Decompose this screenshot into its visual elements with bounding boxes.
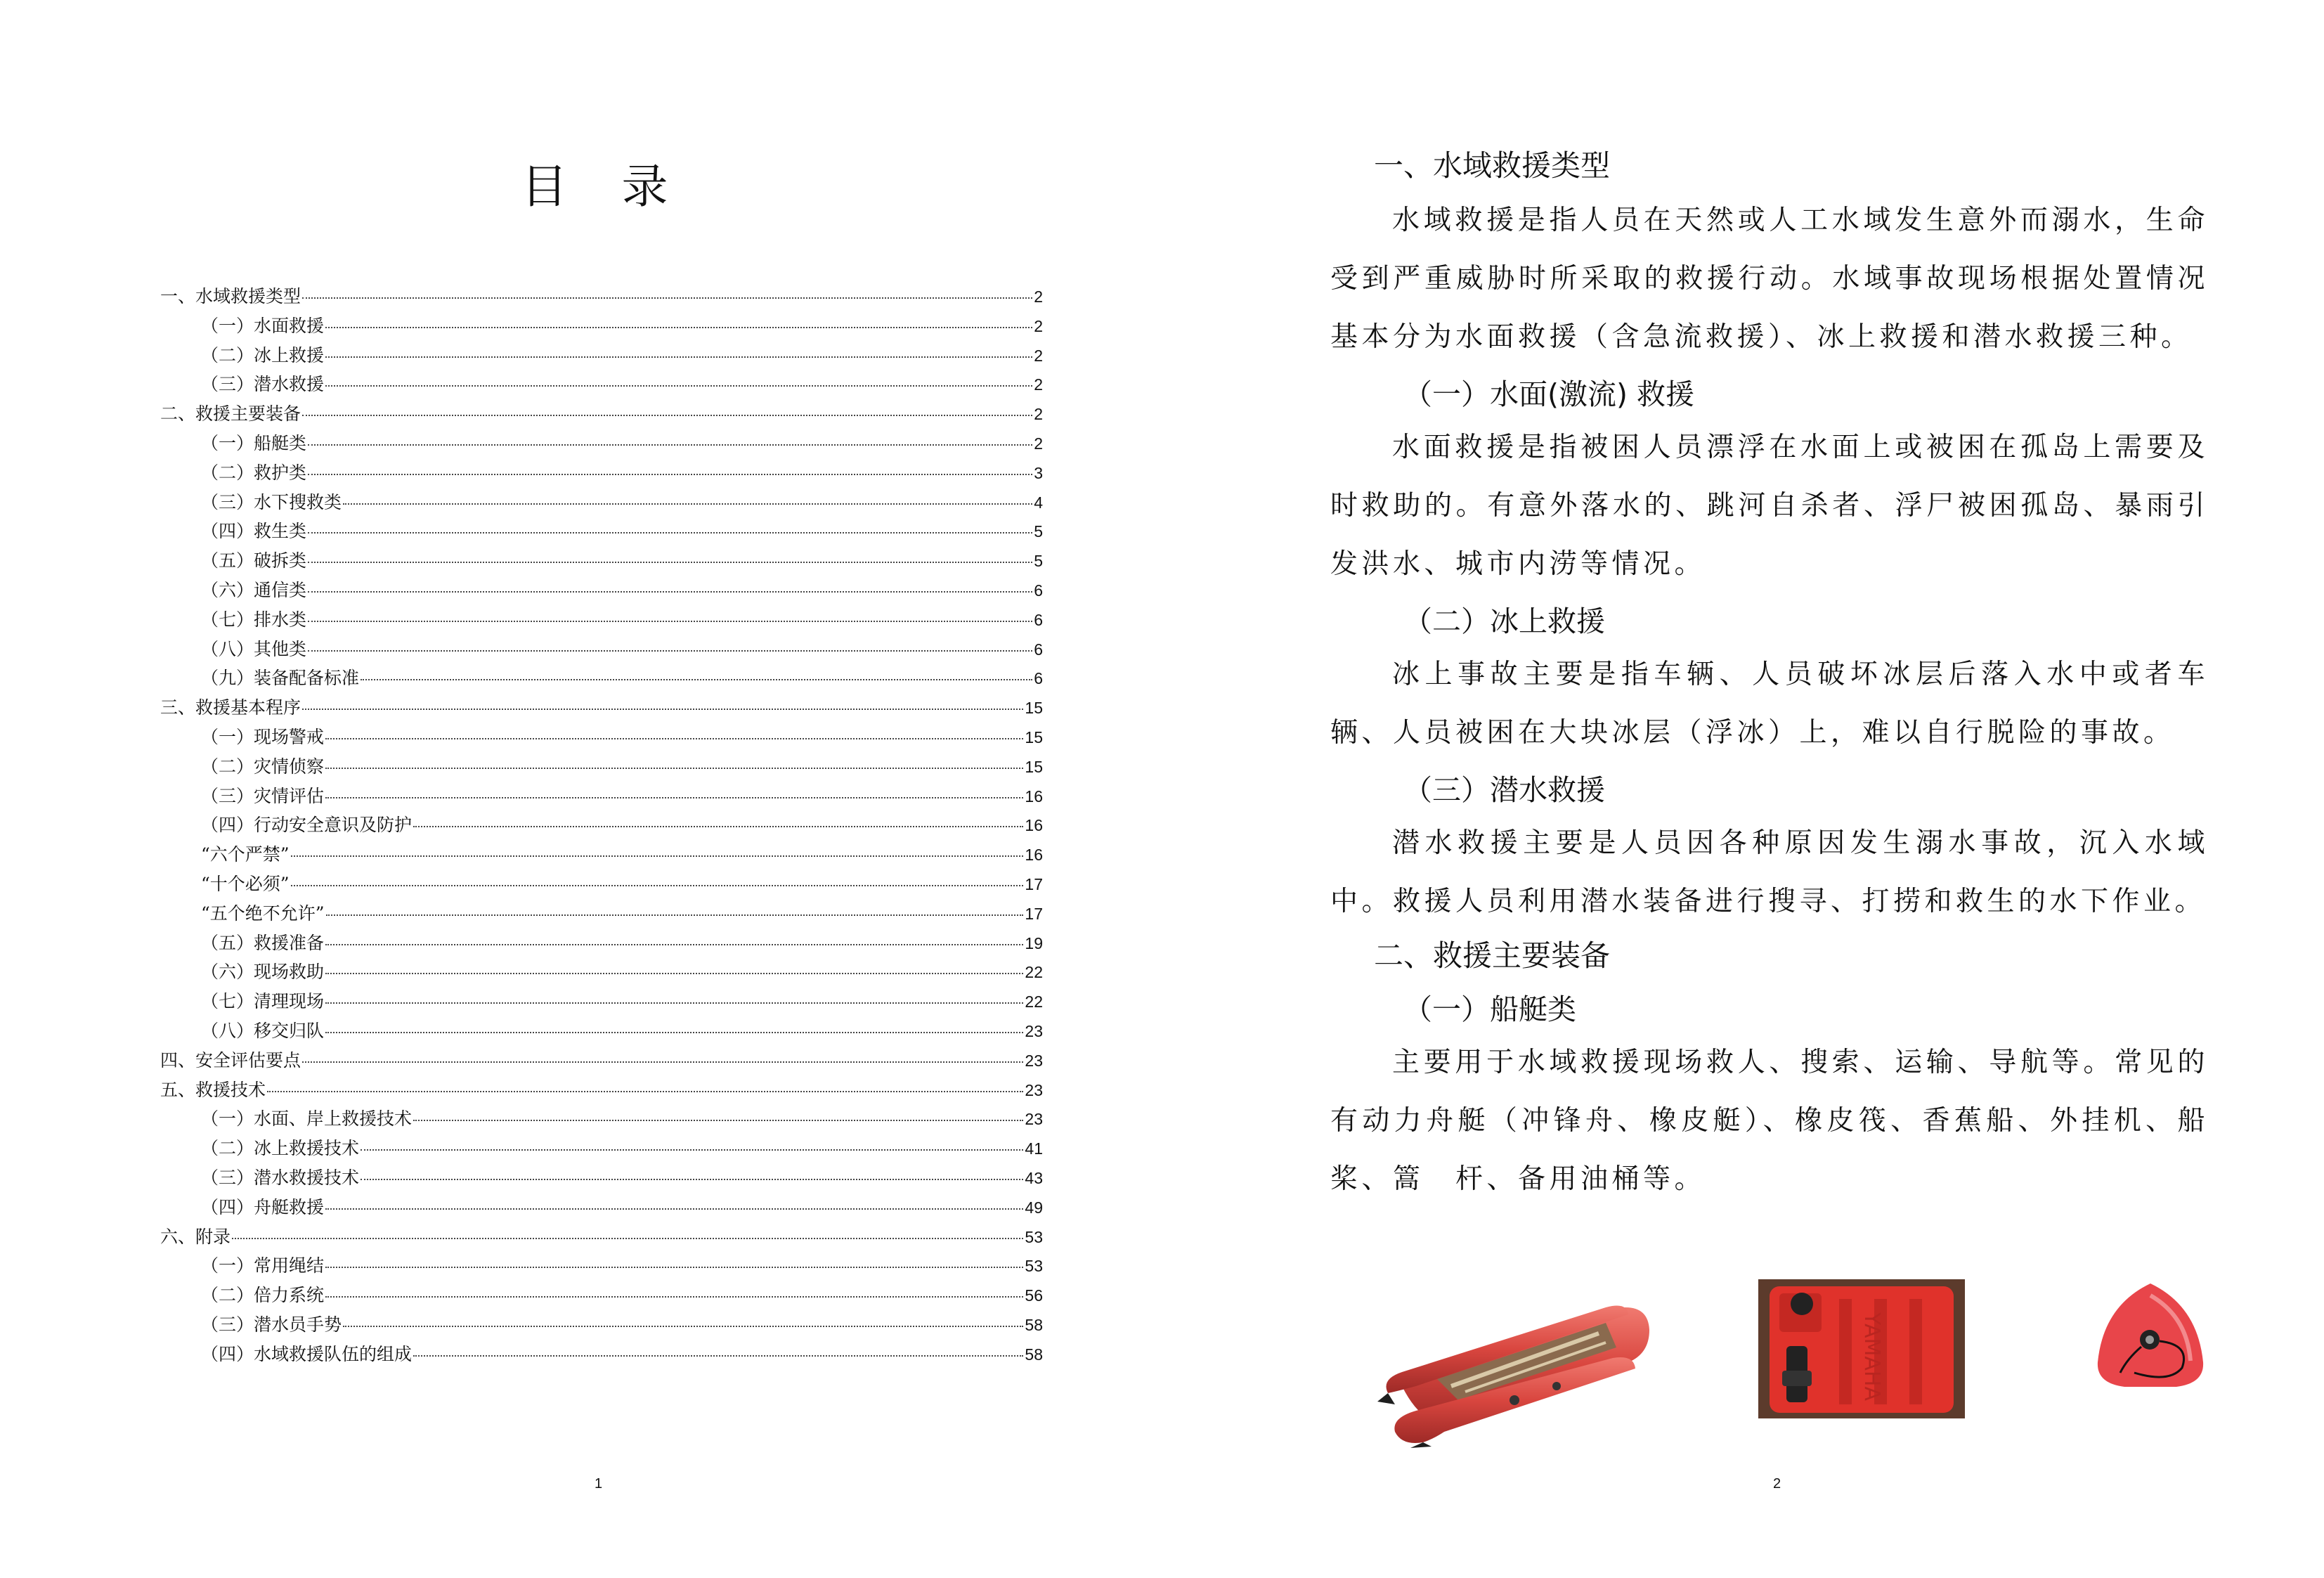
toc-leader-dots — [308, 621, 1032, 622]
toc-entry-page: 41 — [1025, 1139, 1043, 1158]
toc-entry-page: 53 — [1025, 1227, 1043, 1246]
page-number: 1 — [595, 1476, 603, 1492]
body-paragraph: 主要用于水域救援现场救人、搜索、运输、导航等。常见的有动力舟艇（冲锋舟、橡皮艇）、橡皮筏、香蕉船、外挂机、船桨、篙 杆、备用油桶等。 — [1330, 1047, 2209, 1195]
toc-entry[interactable] — [160, 1193, 1043, 1222]
toc-entry-label: （二）灾情侦察 — [201, 756, 325, 777]
toc-entry-label: （八）其他类 — [201, 638, 307, 659]
toc-leader-dots — [325, 973, 1023, 974]
toc-entry-label: （一）水面救援 — [201, 315, 325, 336]
subsection-heading: （一）船艇类 — [1403, 992, 1576, 1026]
toc-entry-label: （一）水面、岸上救援技术 — [201, 1108, 413, 1130]
toc-entry-page: 16 — [1025, 787, 1043, 806]
toc-entry[interactable] — [160, 1251, 1043, 1281]
toc-leader-dots — [361, 1149, 1023, 1151]
toc-leader-dots — [302, 415, 1032, 416]
toc-entry-label: （一）常用绳结 — [201, 1255, 325, 1276]
toc-entry-page: 5 — [1034, 552, 1043, 571]
toc-entry-page: 16 — [1025, 816, 1043, 835]
toc-entry-label: 三、救援基本程序 — [160, 697, 301, 718]
toc-entry-page: 15 — [1025, 727, 1043, 746]
content-page — [1162, 0, 2324, 1578]
toc-leader-dots — [325, 1208, 1023, 1210]
toc-entry[interactable] — [160, 1222, 1043, 1252]
toc-entry-page: 6 — [1034, 581, 1043, 600]
toc-leader-dots — [232, 1238, 1023, 1239]
toc-entry-page: 6 — [1034, 669, 1043, 688]
toc-entry-page: 58 — [1025, 1345, 1043, 1364]
rescue-float-photo — [2092, 1278, 2209, 1395]
toc-leader-dots — [325, 738, 1023, 739]
toc-entry-page: 2 — [1034, 346, 1043, 365]
toc-entry[interactable] — [160, 1016, 1043, 1046]
toc-entry-label: “五个绝不允许” — [201, 903, 325, 924]
toc-entry[interactable] — [160, 1310, 1043, 1340]
toc-entry-label: （四）救生类 — [201, 521, 307, 542]
toc-entry[interactable] — [160, 635, 1043, 664]
toc-entry-page: 2 — [1034, 434, 1043, 453]
toc-entry[interactable] — [160, 782, 1043, 811]
toc-leader-dots — [326, 914, 1024, 916]
toc-entry[interactable] — [160, 899, 1043, 929]
toc-entry-label: （九）装备配备标准 — [201, 668, 360, 689]
toc-entry-page: 2 — [1034, 316, 1043, 335]
toc-leader-dots — [325, 1296, 1023, 1298]
toc-leader-dots — [325, 944, 1023, 945]
body-paragraph: 水域救援是指人员在天然或人工水域发生意外而溺水，生命受到严重威胁时所采取的救援行动。水域事故现场根据处置情况基本分为水面救援（含急流救援）、冰上救援和潜水救援三种。 — [1330, 205, 2209, 353]
toc-leader-dots — [308, 562, 1032, 563]
toc-entry[interactable] — [160, 488, 1043, 517]
toc-leader-dots — [308, 444, 1032, 446]
toc-entry[interactable] — [160, 1134, 1043, 1163]
toc-leader-dots — [325, 1002, 1023, 1004]
toc-entry[interactable] — [160, 1340, 1043, 1369]
content-body — [1330, 141, 2209, 1208]
body-paragraph: 冰上事故主要是指车辆、人员破坏冰层后落入水中或者车辆、人员被困在大块冰层（浮冰）上，难以自行脱险的事故。 — [1330, 659, 2209, 749]
toc-entry-label: “六个严禁” — [201, 844, 290, 865]
toc-entry[interactable] — [160, 723, 1043, 752]
toc-leader-dots — [413, 1355, 1023, 1357]
toc-entry[interactable] — [160, 1281, 1043, 1310]
toc-leader-dots — [413, 826, 1023, 827]
toc-entry-page: 53 — [1025, 1257, 1043, 1276]
toc-entry-label: （七）排水类 — [201, 609, 307, 630]
toc-entry-label: （二）冰上救援技术 — [201, 1138, 360, 1159]
toc-entry[interactable] — [160, 370, 1043, 399]
toc-entry-label: （三）潜水员手势 — [201, 1314, 342, 1335]
toc-entry[interactable] — [160, 546, 1043, 576]
toc-leader-dots — [325, 1032, 1023, 1033]
toc-leader-dots — [343, 1326, 1023, 1327]
toc-entry-label: （一）现场警戒 — [201, 726, 325, 747]
toc-title: 目 录 — [521, 160, 688, 214]
toc-entry[interactable] — [160, 429, 1043, 458]
toc-entry-label: 四、安全评估要点 — [160, 1049, 301, 1071]
toc-entry[interactable] — [160, 1075, 1043, 1105]
toc-entry-page: 4 — [1034, 493, 1043, 512]
page-number: 2 — [1773, 1476, 1781, 1492]
toc-entry-label: （三）潜水救援 — [201, 374, 325, 395]
toc-entry-page: 3 — [1034, 463, 1043, 482]
toc-entry[interactable] — [160, 957, 1043, 987]
subsection-heading: （二）冰上救援 — [1403, 604, 1605, 638]
toc-entry[interactable] — [160, 752, 1043, 782]
toc-entry[interactable] — [160, 987, 1043, 1016]
toc-entry-page: 6 — [1034, 610, 1043, 629]
toc-leader-dots — [325, 768, 1023, 769]
fuel-tank-photo — [1758, 1279, 1965, 1418]
toc-leader-dots — [325, 327, 1032, 328]
toc-leader-dots — [325, 356, 1032, 358]
section-heading: 一、水域救援类型 — [1374, 148, 1611, 183]
toc-entry-label: （三）潜水救援技术 — [201, 1167, 360, 1188]
toc-entry-page: 15 — [1025, 699, 1043, 718]
toc-entry-label: （五）破拆类 — [201, 550, 307, 571]
toc-entry[interactable] — [160, 399, 1043, 429]
toc-entry[interactable] — [160, 311, 1043, 341]
subsection-heading: （三）潜水救援 — [1403, 773, 1605, 807]
toc-leader-dots — [308, 650, 1032, 652]
toc-leader-dots — [302, 1061, 1023, 1063]
toc-entry[interactable] — [160, 605, 1043, 635]
toc-entry-label: （四）行动安全意识及防护 — [201, 815, 413, 836]
toc-entry-page: 17 — [1025, 874, 1043, 893]
toc-entry-page: 22 — [1025, 963, 1043, 982]
toc-entry-page: 2 — [1034, 287, 1043, 306]
toc-entry-label: （二）倍力系统 — [201, 1285, 325, 1306]
toc-leader-dots — [291, 855, 1024, 857]
toc-entry-page: 23 — [1025, 1021, 1043, 1040]
toc-entry-page: 23 — [1025, 1051, 1043, 1070]
toc-entry[interactable] — [160, 282, 1043, 311]
toc-entry-page: 5 — [1034, 522, 1043, 541]
toc-leader-dots — [302, 709, 1023, 710]
inflatable-boat-photo — [1374, 1281, 1655, 1449]
toc-entry-page: 23 — [1025, 1110, 1043, 1129]
toc-leader-dots — [308, 532, 1032, 533]
toc-entry-page: 58 — [1025, 1315, 1043, 1334]
section-heading: 二、救援主要装备 — [1374, 938, 1611, 973]
equipment-photos — [1162, 1265, 2324, 1448]
toc-entry-page: 2 — [1034, 405, 1043, 424]
toc-entry[interactable] — [160, 458, 1043, 488]
toc-entry-page: 23 — [1025, 1080, 1043, 1099]
toc-leader-dots — [291, 885, 1024, 886]
toc-entry[interactable] — [160, 1046, 1043, 1075]
toc-leader-dots — [308, 591, 1032, 593]
toc-entry-label: （八）移交归队 — [201, 1020, 325, 1041]
toc-entry-label: 六、附录 — [160, 1226, 231, 1247]
toc-entry[interactable] — [160, 1163, 1043, 1193]
toc-entry-page: 49 — [1025, 1198, 1043, 1217]
toc-entry[interactable] — [160, 929, 1043, 958]
toc-entry-label: 五、救援技术 — [160, 1079, 266, 1100]
toc-leader-dots — [267, 1091, 1023, 1092]
toc-entry-label: （二）救护类 — [201, 462, 307, 483]
toc-entry-page: 43 — [1025, 1168, 1043, 1187]
toc-entry-label: （一）船艇类 — [201, 432, 307, 453]
toc-entry[interactable] — [160, 1104, 1043, 1134]
toc-entry-label: “十个必须” — [201, 873, 290, 894]
toc-entry-page: 17 — [1025, 904, 1043, 923]
toc-entry-label: （三）水下搜救类 — [201, 491, 342, 512]
toc-entry[interactable] — [160, 341, 1043, 370]
toc-leader-dots — [361, 679, 1032, 680]
toc-entry[interactable] — [160, 693, 1043, 723]
subsection-heading: （一）水面(激流) 救援 — [1403, 377, 1695, 411]
toc-entry-page: 16 — [1025, 846, 1043, 865]
toc-entry-label: （五）救援准备 — [201, 932, 325, 953]
toc-entry-label: （三）灾情评估 — [201, 785, 325, 806]
toc-entry-label: （六）现场救助 — [201, 962, 325, 983]
toc-leader-dots — [413, 1120, 1023, 1121]
toc-entry-page: 19 — [1025, 933, 1043, 952]
toc-leader-dots — [325, 385, 1032, 387]
tank-brand-text: YAMAHA — [1859, 1312, 1884, 1402]
toc-entry-label: （六）通信类 — [201, 579, 307, 600]
toc-entry-label: （四）水域救援队伍的组成 — [201, 1343, 413, 1364]
toc-list — [160, 282, 1043, 1369]
toc-entry[interactable] — [160, 576, 1043, 605]
toc-entry-label: （七）清理现场 — [201, 991, 325, 1012]
toc-leader-dots — [302, 297, 1032, 299]
toc-entry-page: 56 — [1025, 1286, 1043, 1305]
toc-entry-label: （二）冰上救援 — [201, 344, 325, 366]
body-paragraph: 潜水救援主要是人员因各种原因发生溺水事故，沉入水域中。救援人员利用潜水装备进行搜寻、打捞和救生的水下作业。 — [1330, 827, 2209, 917]
toc-entry[interactable] — [160, 869, 1043, 899]
toc-leader-dots — [343, 503, 1032, 505]
toc-entry-page: 15 — [1025, 757, 1043, 776]
toc-entry-page: 6 — [1034, 640, 1043, 659]
toc-entry[interactable] — [160, 840, 1043, 869]
body-paragraph: 水面救援是指被困人员漂浮在水面上或被困在孤岛上需要及时救助的。有意外落水的、跳河自杀者、浮尸被困孤岛、暴雨引发洪水、城市内涝等情况。 — [1330, 432, 2209, 580]
toc-leader-dots — [361, 1179, 1023, 1180]
toc-entry[interactable] — [160, 810, 1043, 840]
toc-entry-label: （四）舟艇救援 — [201, 1196, 325, 1217]
toc-leader-dots — [325, 1267, 1023, 1268]
toc-entry-label: 一、水域救援类型 — [160, 286, 301, 306]
toc-entry[interactable] — [160, 517, 1043, 546]
toc-leader-dots — [308, 474, 1032, 475]
toc-entry-label: 二、救援主要装备 — [160, 403, 301, 425]
toc-entry[interactable] — [160, 664, 1043, 693]
toc-entry-page: 22 — [1025, 992, 1043, 1011]
toc-entry-page: 2 — [1034, 375, 1043, 394]
toc-leader-dots — [325, 797, 1023, 798]
